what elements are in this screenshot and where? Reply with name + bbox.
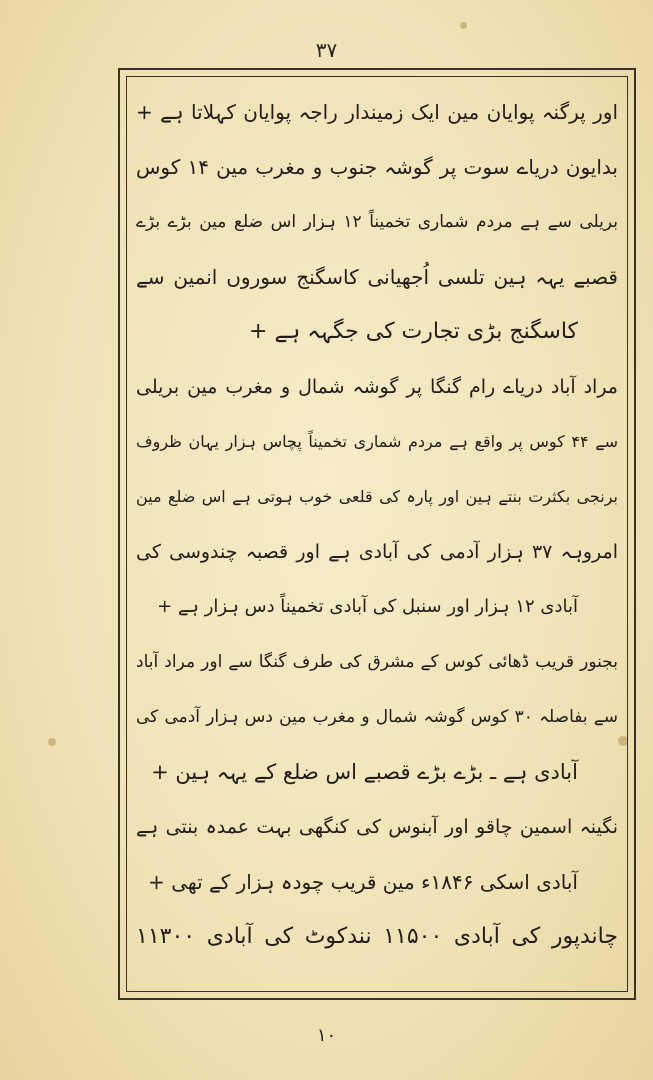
ink-spot — [48, 738, 56, 746]
text-line: مراد آباد دریاے رام گنگا پر گوشہ شمال و مغرب مین بریلی — [136, 376, 618, 398]
text-line: نگینہ اسمین چاقو اور آبنوس کی کنگھی بہت عمدہ بنتی ہے — [136, 816, 618, 838]
text-line: امروہہ ۳۷ ہزار آدمی کی آبادی ہے اور قصبہ چندوسی کی — [136, 541, 618, 563]
ink-spot — [460, 22, 467, 29]
text-line: قصبے یہہ ہین تلسی اُجھیانی کاسگنج سوروں انمین سے — [136, 265, 618, 289]
text-line: برنجی بکثرت بنتے ہین اور پارہ کی قلعی خوب ہوتی ہے اس ضلع مین — [136, 487, 618, 506]
text-line: آبادی ہے ـ بڑے بڑے قصبے اس ضلع کے یہہ ہین + — [151, 760, 578, 784]
text-line: کاسگنج بڑی تجارت کی جگہہ ہے + — [249, 319, 578, 344]
text-line: اور پرگنہ پوایان مین ایک زمیندار راجہ پوایان کہلاتا ہے + — [136, 100, 618, 124]
text-line: بریلی سے ہے مردم شماری تخمیناً ۱۲ ہزار اس ضلع مین بڑے بڑے — [136, 212, 619, 232]
text-line: سے بفاصلہ ۳۰ کوس گوشہ شمال و مغرب مین دس ہزار آدمی کی — [136, 707, 618, 727]
text-line: بجنور قریب ڈھائی کوس کے مشرق کی طرف گنگا سے اور مراد آباد — [136, 652, 618, 672]
text-body — [132, 84, 622, 984]
signature-number: ۱۰ — [316, 1025, 337, 1046]
text-line: آبادی اسکی ۱۸۴۶ء مین قریب چودہ ہزار کے تھی + — [148, 870, 578, 894]
text-line: آبادی ۱۲ ہزار اور سنبل کی آبادی تخمیناً دس ہزار ہے + — [157, 596, 578, 617]
text-line: سے ۴۴ کوس پر واقع ہے مردم شماری تخمیناً پچاس ہزار یہان ظروف — [136, 432, 619, 451]
text-line: بدایون دریاے سوت پر گوشہ جنوب و مغرب مین ۱۴ کوس — [136, 155, 618, 179]
page-number: ۳۷ — [315, 38, 338, 62]
text-line: چاندپور کی آبادی ۱۱۵۰۰ نندکوٹ کی آبادی ۱۱۳۰۰ — [136, 924, 618, 949]
